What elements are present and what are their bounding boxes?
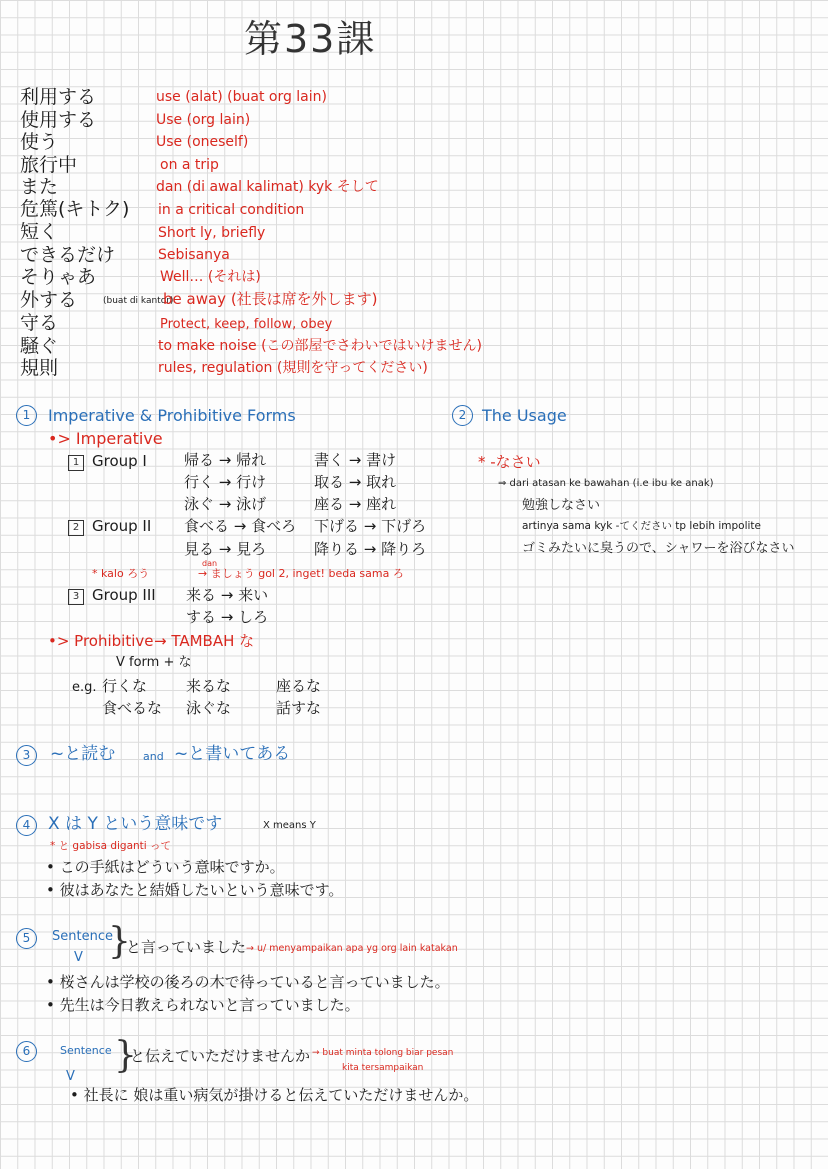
section-6-number: 6 [16, 1041, 37, 1062]
section-6-sentence: Sentence [60, 1044, 112, 1057]
vocab-meaning: Protect, keep, follow, obey [160, 317, 333, 332]
section-6-gloss: → buat minta tolong biar pesan [312, 1048, 454, 1058]
vocab-jp: できるだけ [20, 244, 116, 266]
usage-item: * -なさい [478, 453, 541, 471]
section-5-sentence: Sentence [52, 929, 113, 944]
vocab-jp: そりゃあ [20, 266, 97, 288]
imperative-label: •> Imperative [48, 429, 163, 448]
section-5-pattern: と言っていました [126, 938, 247, 956]
section-3-and: and [143, 750, 164, 763]
section-4-note: * と gabisa diganti って [50, 840, 172, 852]
section-2-heading: The Usage [482, 406, 567, 425]
example-sentence: • この手紙はどういう意味ですか。 [46, 858, 285, 876]
usage-line: ゴミみたいに臭うので、シャワーを浴びなさい [522, 541, 795, 556]
section-5-number: 5 [16, 928, 37, 949]
usage-line: ⇒ dari atasan ke bawahan (i.e ibu ke anak) [498, 478, 714, 489]
vocab-meaning: Use (oneself) [156, 134, 249, 150]
group-1-number: 1 [68, 455, 84, 471]
page-title: 第33課 [244, 17, 377, 61]
section-6-v: V [66, 1069, 75, 1084]
vocab-meaning: in a critical condition [158, 202, 305, 218]
vocab-jp: 使う [20, 131, 59, 153]
usage-line: artinya sama kyk -てください tp lebih impolite [522, 520, 762, 532]
section-4-aside: X means Y [263, 820, 316, 831]
example-sentence: • 社長に 娘は重い病気が掛けると伝えていただけませんか。 [70, 1086, 479, 1104]
prohibitive-example: 泳ぐな [186, 699, 232, 717]
example-label: e.g. [72, 680, 97, 695]
section-4-heading: X は Y という意味です [48, 814, 223, 834]
section-1-heading: Imperative & Prohibitive Forms [48, 406, 296, 425]
vocab-jp: 使用する [20, 109, 97, 131]
group-2-label: Group II [92, 517, 152, 535]
section-4-number: 4 [16, 815, 37, 836]
vocab-jp: また [20, 176, 59, 198]
section-5-gloss: → u/ menyampaikan apa yg org lain katakan [246, 943, 458, 954]
vocab-meaning: dan (di awal kalimat) kyk そして [156, 179, 379, 195]
vocab-meaning: rules, regulation (規則を守ってください) [158, 360, 428, 376]
vocab-jp: 規則 [20, 357, 59, 379]
prohibitive-example: 行くな [102, 677, 148, 695]
group-3-number: 3 [68, 589, 84, 605]
vocab-jp: 短く [20, 221, 59, 243]
section-6-gloss: kita tersampaikan [342, 1063, 424, 1073]
section-3-heading-b: ~と書いてある [174, 744, 291, 764]
vocab-meaning: Use (org lain) [156, 112, 251, 128]
prohibitive-arrow: → TAMBAH な [154, 632, 255, 650]
conjugation: 取る → 取れ [314, 473, 397, 491]
vocab-jp: 騒ぐ [20, 335, 59, 357]
brace-icon: } [108, 921, 131, 962]
example-sentence: • 彼はあなたと結婚したいという意味です。 [46, 881, 344, 899]
usage-line: 勉強しなさい [522, 498, 601, 513]
vocab-meaning: use (alat) (buat org lain) [156, 89, 327, 105]
conjugation: 帰る → 帰れ [184, 451, 267, 469]
section-5-v: V [74, 950, 83, 965]
imperative-note-rest: → ましょう gol 2, inget! beda sama ろ [198, 567, 404, 580]
conjugation: 行く → 行け [184, 473, 267, 491]
prohibitive-formula: V form + な [116, 655, 192, 670]
conjugation: する → しろ [186, 608, 269, 626]
section-3-number: 3 [16, 745, 37, 766]
section-3-heading-a: ~と読む [50, 744, 116, 764]
conjugation: 座る → 座れ [314, 495, 397, 513]
vocab-jp: 旅行中 [20, 154, 78, 176]
vocab-note: (buat di kantor) [103, 296, 174, 306]
group-1-label: Group I [92, 452, 147, 470]
prohibitive-example: 座るな [276, 677, 322, 695]
conjugation: 来る → 来い [186, 586, 269, 604]
imperative-note-dan: dan [202, 559, 218, 568]
vocab-jp: 危篤(キトク) [20, 198, 130, 220]
vocab-meaning: Well… (それは) [160, 269, 261, 285]
imperative-note: * kalo ろう [92, 567, 150, 580]
conjugation: 下げる → 下げろ [314, 517, 427, 535]
conjugation: 書く → 書け [314, 451, 397, 469]
section-1-number: 1 [16, 405, 37, 426]
conjugation: 見る → 見ろ [184, 540, 267, 558]
example-sentence: • 先生は今日教えられないと言っていました。 [46, 996, 360, 1014]
vocab-jp: 利用する [20, 86, 97, 108]
conjugation: 食べる → 食べろ [184, 517, 297, 535]
prohibitive-example: 来るな [186, 677, 232, 695]
section-2-number: 2 [452, 405, 473, 426]
vocab-meaning: to make noise (この部屋でさわいではいけません) [158, 338, 483, 354]
vocab-jp: 守る [20, 312, 59, 334]
vocab-meaning: Short ly, briefly [158, 225, 266, 241]
prohibitive-label: •> Prohibitive [48, 632, 154, 650]
conjugation: 泳ぐ → 泳げ [184, 495, 267, 513]
conjugation: 降りる → 降りろ [314, 540, 427, 558]
group-2-number: 2 [68, 520, 84, 536]
vocab-meaning: Sebisanya [158, 247, 230, 263]
brace-icon: } [114, 1035, 137, 1076]
example-sentence: • 桜さんは学校の後ろの木で待っていると言っていました。 [46, 973, 450, 991]
prohibitive-example: 食べるな [102, 699, 163, 717]
vocab-meaning: on a trip [160, 157, 219, 173]
prohibitive-example: 話すな [276, 699, 322, 717]
section-6-pattern: と伝えていただけませんか [130, 1047, 311, 1065]
group-3-label: Group III [92, 586, 156, 604]
vocab-jp: 外する [20, 289, 78, 311]
vocab-meaning: be away (社長は席を外します) [163, 290, 378, 308]
